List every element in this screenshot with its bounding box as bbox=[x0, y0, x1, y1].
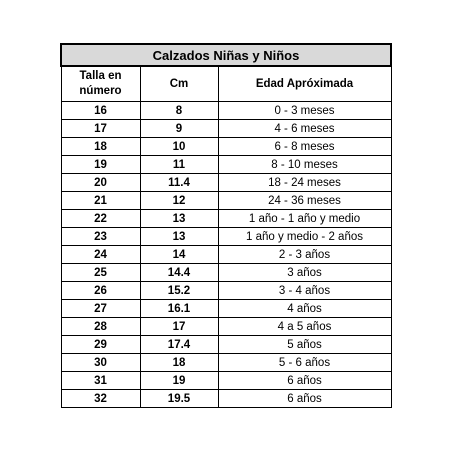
cell-talla: 16 bbox=[61, 102, 140, 120]
cell-talla: 18 bbox=[61, 138, 140, 156]
cell-talla: 28 bbox=[61, 318, 140, 336]
table-row bbox=[61, 390, 391, 408]
cell-cm: 10 bbox=[140, 138, 218, 156]
cell-edad: 5 - 6 años bbox=[218, 354, 391, 372]
cell-cm: 13 bbox=[140, 228, 218, 246]
cell-cm: 17 bbox=[140, 318, 218, 336]
cell-cm: 13 bbox=[140, 210, 218, 228]
cell-cm: 19.5 bbox=[140, 390, 218, 408]
table-row bbox=[61, 264, 391, 282]
cell-cm: 16.1 bbox=[140, 300, 218, 318]
cell-cm: 11.4 bbox=[140, 174, 218, 192]
cell-edad: 6 - 8 meses bbox=[218, 138, 391, 156]
cell-edad: 8 - 10 meses bbox=[218, 156, 391, 174]
cell-edad: 1 año y medio - 2 años bbox=[218, 228, 391, 246]
cell-edad: 4 a 5 años bbox=[218, 318, 391, 336]
table-row bbox=[61, 372, 391, 390]
header-cm: Cm bbox=[140, 66, 218, 102]
header-edad: Edad Apróximada bbox=[218, 66, 391, 102]
cell-talla: 19 bbox=[61, 156, 140, 174]
table-row bbox=[61, 246, 391, 264]
cell-cm: 14.4 bbox=[140, 264, 218, 282]
cell-cm: 9 bbox=[140, 120, 218, 138]
table-row bbox=[61, 210, 391, 228]
cell-talla: 22 bbox=[61, 210, 140, 228]
table-row bbox=[61, 156, 391, 174]
cell-cm: 17.4 bbox=[140, 336, 218, 354]
table-row bbox=[61, 102, 391, 120]
table-row bbox=[61, 318, 391, 336]
cell-cm: 11 bbox=[140, 156, 218, 174]
cell-talla: 30 bbox=[61, 354, 140, 372]
cell-talla: 21 bbox=[61, 192, 140, 210]
cell-cm: 8 bbox=[140, 102, 218, 120]
table-row bbox=[61, 174, 391, 192]
cell-talla: 25 bbox=[61, 264, 140, 282]
cell-edad: 6 años bbox=[218, 390, 391, 408]
cell-edad: 0 - 3 meses bbox=[218, 102, 391, 120]
cell-edad: 3 - 4 años bbox=[218, 282, 391, 300]
size-chart bbox=[60, 43, 390, 408]
table-row bbox=[61, 120, 391, 138]
table-row bbox=[61, 354, 391, 372]
cell-edad: 24 - 36 meses bbox=[218, 192, 391, 210]
cell-cm: 19 bbox=[140, 372, 218, 390]
table-row bbox=[61, 228, 391, 246]
header-talla-line1: Talla en bbox=[79, 70, 122, 82]
cell-talla: 27 bbox=[61, 300, 140, 318]
cell-cm: 15.2 bbox=[140, 282, 218, 300]
header-talla-line2: número bbox=[79, 85, 122, 97]
table-body bbox=[61, 102, 391, 408]
cell-talla: 31 bbox=[61, 372, 140, 390]
table-row bbox=[61, 282, 391, 300]
table-title: Calzados Niñas y Niños bbox=[61, 44, 391, 66]
table-row bbox=[61, 336, 391, 354]
cell-talla: 29 bbox=[61, 336, 140, 354]
size-table bbox=[60, 43, 392, 408]
cell-talla: 23 bbox=[61, 228, 140, 246]
cell-edad: 5 años bbox=[218, 336, 391, 354]
cell-talla: 17 bbox=[61, 120, 140, 138]
table-row bbox=[61, 192, 391, 210]
cell-edad: 1 año - 1 año y medio bbox=[218, 210, 391, 228]
cell-edad: 4 años bbox=[218, 300, 391, 318]
cell-talla: 20 bbox=[61, 174, 140, 192]
title-row bbox=[61, 44, 391, 66]
cell-edad: 18 - 24 meses bbox=[218, 174, 391, 192]
cell-cm: 14 bbox=[140, 246, 218, 264]
header-row bbox=[61, 66, 391, 102]
cell-talla: 24 bbox=[61, 246, 140, 264]
header-talla bbox=[61, 66, 140, 102]
table-row bbox=[61, 138, 391, 156]
cell-cm: 12 bbox=[140, 192, 218, 210]
cell-edad: 3 años bbox=[218, 264, 391, 282]
table-row bbox=[61, 300, 391, 318]
cell-talla: 32 bbox=[61, 390, 140, 408]
cell-edad: 2 - 3 años bbox=[218, 246, 391, 264]
cell-edad: 4 - 6 meses bbox=[218, 120, 391, 138]
cell-cm: 18 bbox=[140, 354, 218, 372]
cell-edad: 6 años bbox=[218, 372, 391, 390]
cell-talla: 26 bbox=[61, 282, 140, 300]
